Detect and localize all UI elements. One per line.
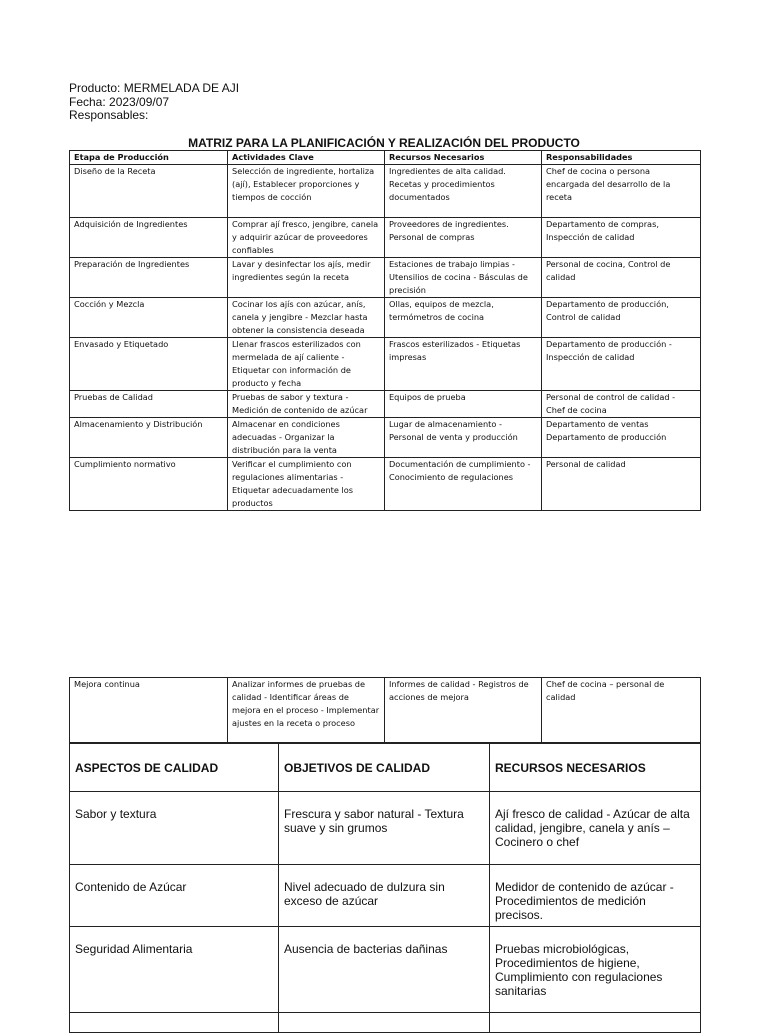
responsables-line: Responsables: (69, 108, 149, 122)
column-header: OBJETIVOS DE CALIDAD (279, 744, 490, 792)
column-header: Etapa de Producción (70, 151, 228, 165)
table-cell: Departamento de compras, Inspección de calidad (542, 218, 701, 258)
document-header (69, 82, 239, 123)
planning-matrix-continuation (69, 677, 701, 743)
table-cell: Cumplimiento normativo (70, 458, 228, 511)
table-cell: Documentación de cumplimiento - Conocimiento de regulaciones (385, 458, 542, 511)
table-cell: Informes de calidad - Registros de acciones de mejora (385, 678, 542, 743)
table-cell: Ausencia de bacterias dañinas (279, 927, 490, 1013)
product-line: Producto: MERMELADA DE AJI (69, 81, 240, 95)
table-row (70, 458, 701, 511)
table-cell: Contenido de Azúcar (70, 865, 279, 927)
table-cell: Envasado y Etiquetado (70, 338, 228, 391)
column-header: Recursos Necesarios (385, 151, 542, 165)
table-cell: Lavar y desinfectar los ajís, medir ingredientes según la receta (228, 258, 385, 298)
table-row (70, 258, 701, 298)
table-cell: Departamento de ventas Departamento de producción (542, 418, 701, 458)
table-cell (70, 1013, 279, 1033)
table-row (70, 338, 701, 391)
table-cell: Mejora continua (70, 678, 228, 743)
table-cell: Estaciones de trabajo limpias - Utensilios de cocina - Básculas de precisión (385, 258, 542, 298)
table-cell: Proveedores de ingredientes. Personal de compras (385, 218, 542, 258)
table-row (70, 298, 701, 338)
table-row (70, 792, 701, 865)
table-cell: Personal de calidad (542, 458, 701, 511)
column-header: ASPECTOS DE CALIDAD (70, 744, 279, 792)
table-header-row (70, 744, 701, 792)
table-row (70, 165, 701, 218)
table-cell: Diseño de la Receta (70, 165, 228, 218)
table-cell: Almacenamiento y Distribución (70, 418, 228, 458)
table-row (70, 1013, 701, 1033)
table-cell: Analizar informes de pruebas de calidad - Identificar áreas de mejora en el proceso - Implementar ajustes en la receta o proceso (228, 678, 385, 743)
table-cell: Verificar el cumplimiento con regulaciones alimentarias - Etiquetar adecuadamente los productos (228, 458, 385, 511)
table-cell: Preparación de Ingredientes (70, 258, 228, 298)
table-cell: Ollas, equipos de mezcla, termómetros de cocina (385, 298, 542, 338)
table-cell: Departamento de producción, Control de calidad (542, 298, 701, 338)
table-cell: Pruebas microbiológicas, Procedimientos de higiene, Cumplimiento con regulaciones sanitarias (490, 927, 701, 1013)
column-header: Responsabilidades (542, 151, 701, 165)
table-cell: Personal de control de calidad - Chef de cocina (542, 391, 701, 418)
planning-matrix-table (69, 150, 701, 511)
table-cell: Adquisición de Ingredientes (70, 218, 228, 258)
table-cell: Pruebas de sabor y textura - Medición de contenido de azúcar (228, 391, 385, 418)
table-cell: Almacenar en condiciones adecuadas - Organizar la distribución para la venta (228, 418, 385, 458)
table-cell: Nivel adecuado de dulzura sin exceso de azúcar (279, 865, 490, 927)
table-cell: Llenar frascos esterilizados con mermelada de ají caliente - Etiquetar con información de producto y fecha (228, 338, 385, 391)
table-cell: Departamento de producción - Inspección de calidad (542, 338, 701, 391)
table-cell: Medidor de contenido de azúcar - Procedimientos de medición precisos. (490, 865, 701, 927)
quality-aspects-table (69, 743, 701, 1033)
table-row (70, 865, 701, 927)
table-cell: Chef de cocina o persona encargada del desarrollo de la receta (542, 165, 701, 218)
table-cell: Cocinar los ajís con azúcar, anís, canela y jengibre - Mezclar hasta obtener la consistencia deseada (228, 298, 385, 338)
table-cell: Pruebas de Calidad (70, 391, 228, 418)
table-cell: Sabor y textura (70, 792, 279, 865)
table-row (70, 218, 701, 258)
table-cell: Frascos esterilizados - Etiquetas impresas (385, 338, 542, 391)
table-cell: Selección de ingrediente, hortaliza (ají), Establecer proporciones y tiempos de cocción (228, 165, 385, 218)
table-cell: Comprar ají fresco, jengibre, canela y adquirir azúcar de proveedores confiables (228, 218, 385, 258)
column-header: Actividades Clave (228, 151, 385, 165)
table-cell (490, 1013, 701, 1033)
table-header-row (70, 151, 701, 165)
table-cell: Chef de cocina – personal de calidad (542, 678, 701, 743)
table-cell: Lugar de almacenamiento - Personal de venta y producción (385, 418, 542, 458)
column-header: RECURSOS NECESARIOS (490, 744, 701, 792)
matrix-title: MATRIZ PARA LA PLANIFICACIÓN Y REALIZACIÓN DEL PRODUCTO (188, 136, 580, 150)
table-cell (279, 1013, 490, 1033)
table-cell: Equipos de prueba (385, 391, 542, 418)
table-row (70, 927, 701, 1013)
table-cell: Frescura y sabor natural - Textura suave y sin grumos (279, 792, 490, 865)
table-row (70, 391, 701, 418)
table-cell: Ají fresco de calidad - Azúcar de alta calidad, jengibre, canela y anís – Cocinero o chef (490, 792, 701, 865)
table-row (70, 418, 701, 458)
table-cell: Cocción y Mezcla (70, 298, 228, 338)
table-row (70, 678, 701, 743)
date-line: Fecha: 2023/09/07 (69, 94, 170, 109)
table-cell: Seguridad Alimentaria (70, 927, 279, 1013)
table-cell: Personal de cocina, Control de calidad (542, 258, 701, 298)
table-cell: Ingredientes de alta calidad. Recetas y procedimientos documentados (385, 165, 542, 218)
